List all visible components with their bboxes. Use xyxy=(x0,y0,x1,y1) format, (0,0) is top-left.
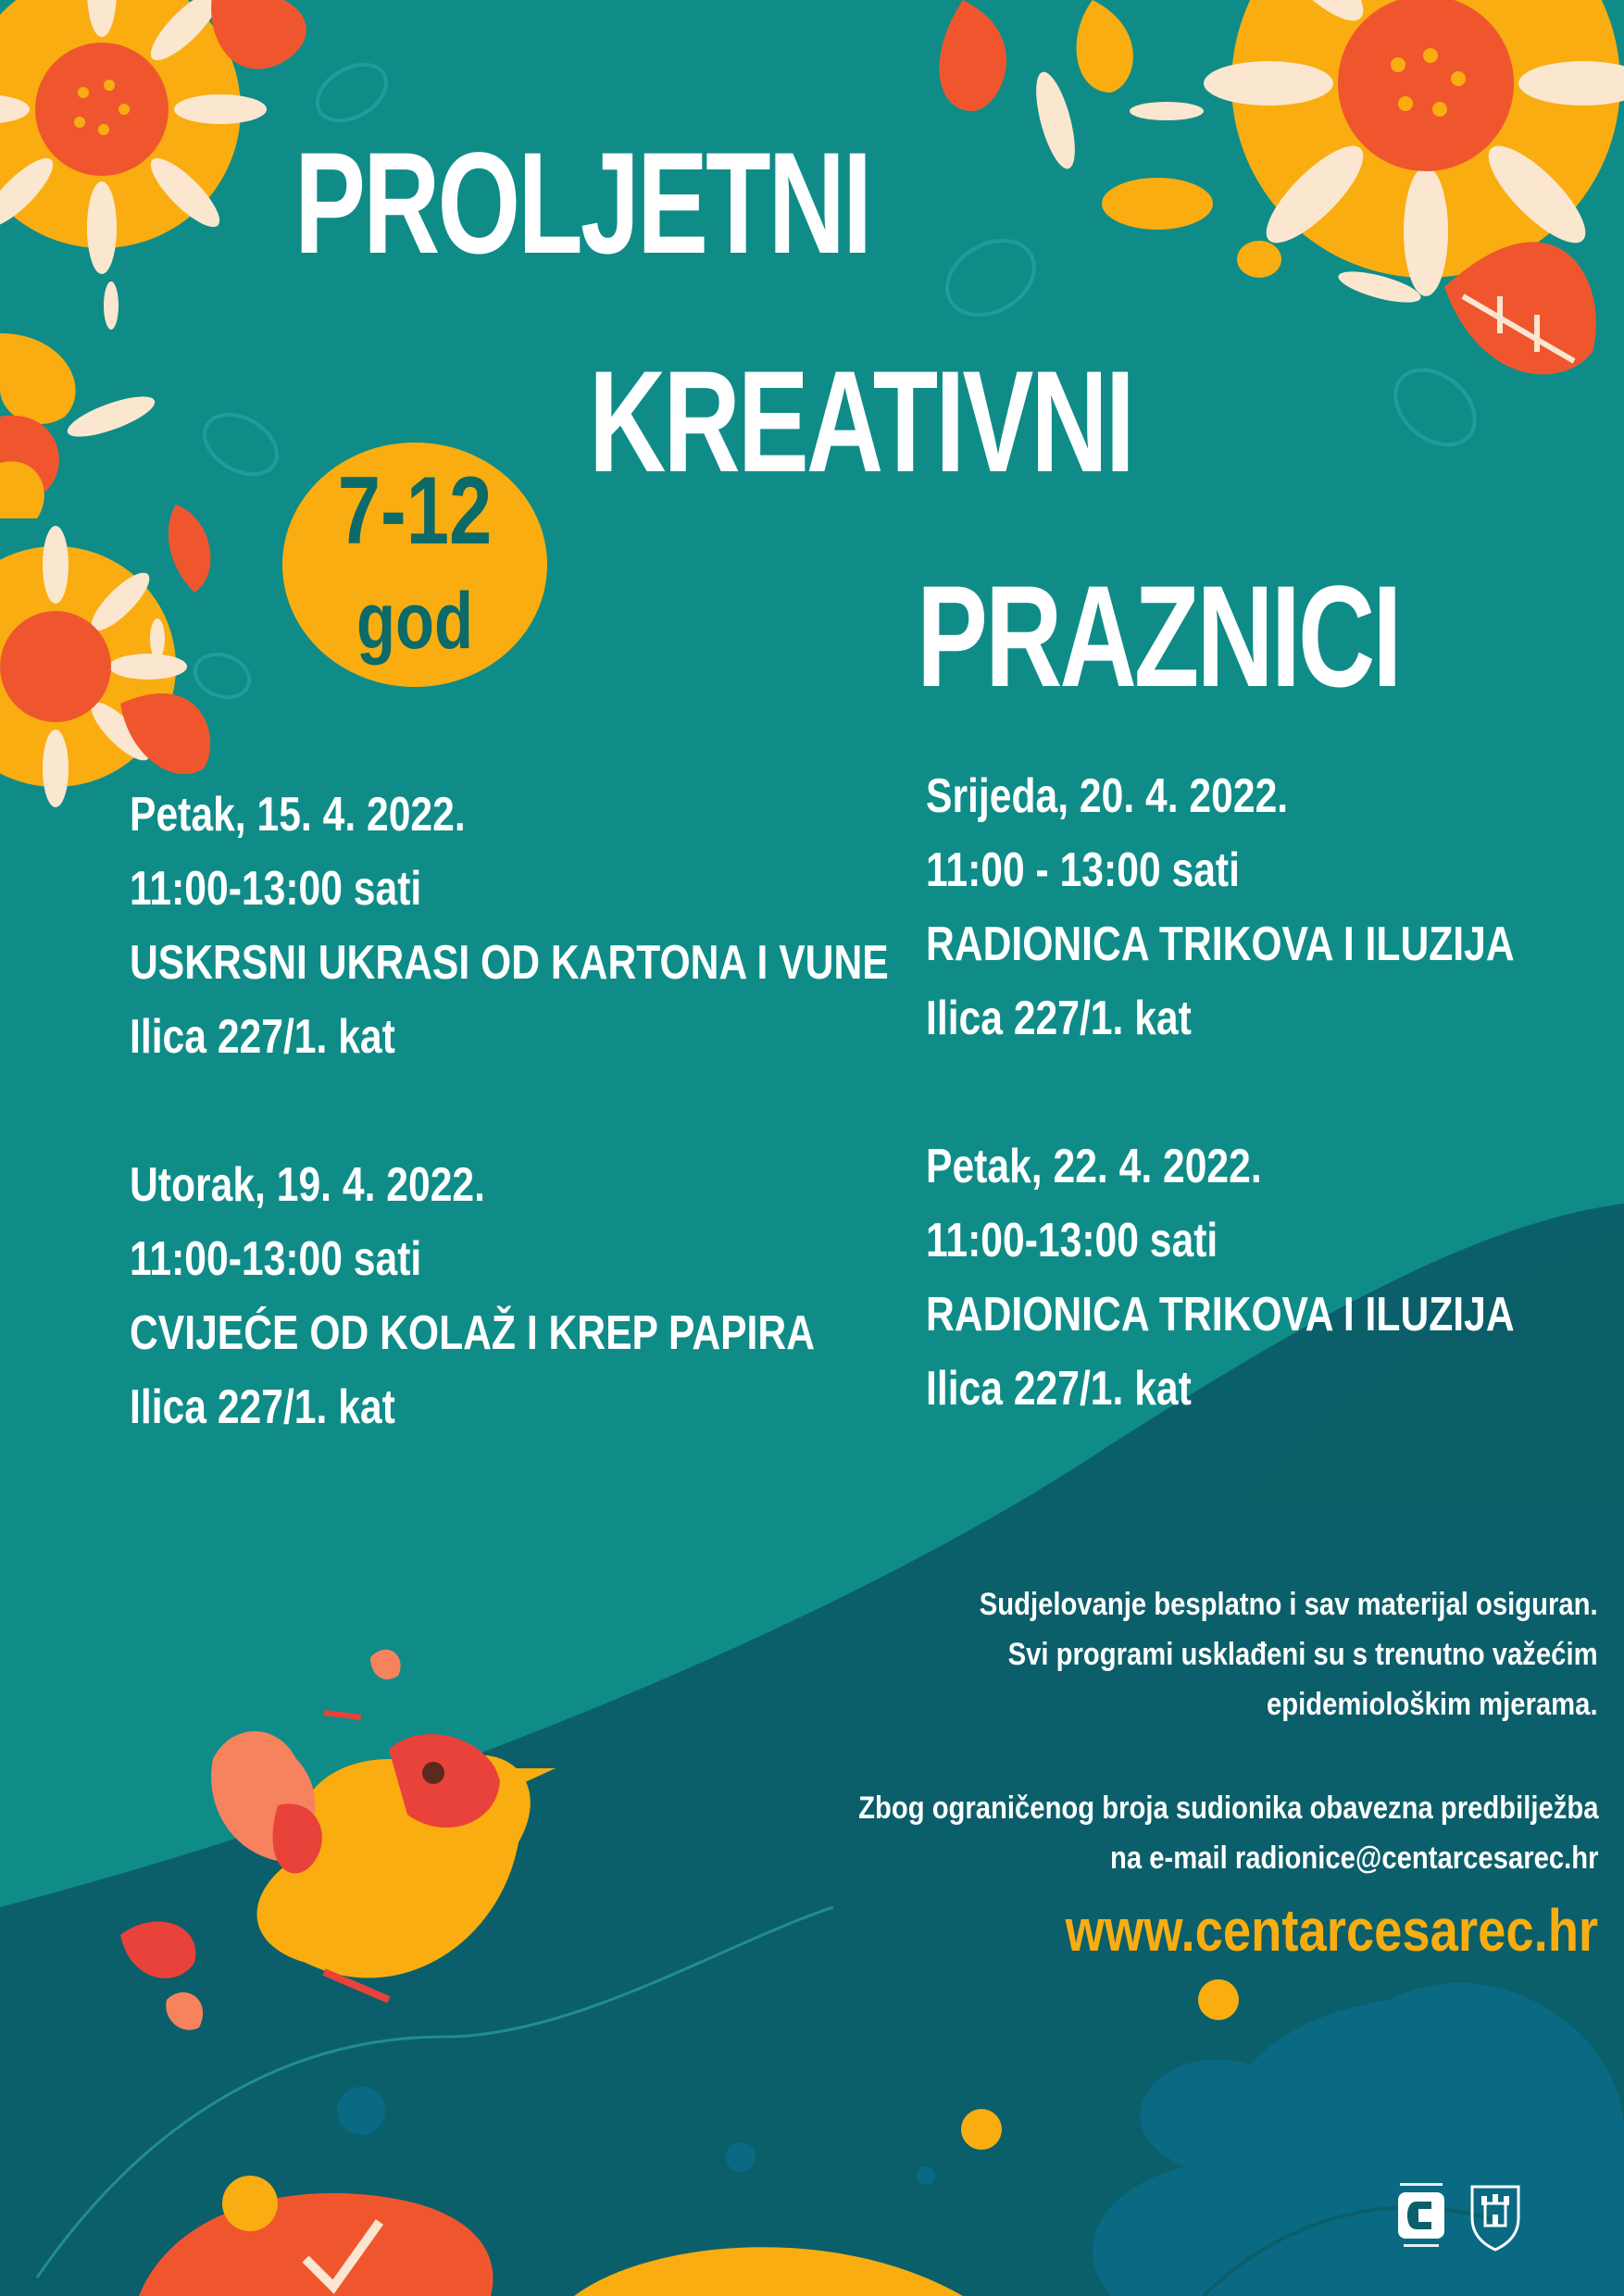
title-line-2: KREATIVNI xyxy=(589,342,1132,503)
event-name: RADIONICA TRIKOVA I ILUZIJA xyxy=(926,917,1515,971)
participation-info xyxy=(980,1579,1598,1729)
info-line: Svi programi usklađeni su s trenutno važećim xyxy=(1008,1637,1598,1672)
event-location: Ilica 227/1. kat xyxy=(130,1380,395,1434)
event-location: Ilica 227/1. kat xyxy=(926,1362,1192,1416)
event-name: CVIJEĆE OD KOLAŽ I KREP PAPIRA xyxy=(130,1306,815,1360)
flower-top-right-icon xyxy=(940,0,1624,374)
event-location: Ilica 227/1. kat xyxy=(926,992,1192,1045)
event-date: Srijeda, 20. 4. 2022. xyxy=(926,769,1289,823)
info-line: Zbog ograničenog broja sudionika obavezna predbilježba xyxy=(857,1791,1598,1826)
age-unit: god xyxy=(356,577,474,666)
age-badge xyxy=(282,443,547,687)
info-line: na e-mail radionice@centarcesarec.hr xyxy=(1109,1841,1598,1876)
event-block xyxy=(926,759,1515,1055)
event-name: RADIONICA TRIKOVA I ILUZIJA xyxy=(926,1288,1515,1341)
event-name: USKRSNI UKRASI OD KARTONA I VUNE xyxy=(130,936,889,990)
event-time: 11:00-13:00 sati xyxy=(130,1232,422,1286)
event-date: Utorak, 19. 4. 2022. xyxy=(130,1158,485,1212)
website-link[interactable]: www.centarcesarec.hr xyxy=(1065,1897,1598,1964)
event-date: Petak, 15. 4. 2022. xyxy=(130,788,466,842)
centar-logo-icon xyxy=(1391,2181,1452,2252)
zagreb-coat-of-arms-icon xyxy=(1467,2181,1524,2252)
event-date: Petak, 22. 4. 2022. xyxy=(926,1140,1262,1193)
event-block xyxy=(130,1148,815,1444)
registration-info xyxy=(858,1783,1598,1883)
event-block xyxy=(926,1129,1515,1426)
event-time: 11:00-13:00 sati xyxy=(926,1214,1218,1267)
event-time: 11:00 - 13:00 sati xyxy=(926,843,1240,897)
event-block xyxy=(130,778,889,1074)
title-line-3: PRAZNICI xyxy=(917,556,1400,718)
info-line: epidemiološkim mjerama. xyxy=(1267,1687,1598,1722)
title-line-1: PROLJETNI xyxy=(294,123,870,284)
age-range: 7-12 xyxy=(337,457,493,565)
info-line: Sudjelovanje besplatno i sav materijal osiguran. xyxy=(980,1587,1598,1622)
event-time: 11:00-13:00 sati xyxy=(130,862,422,916)
flower-left-side-icon xyxy=(0,281,210,807)
event-location: Ilica 227/1. kat xyxy=(130,1010,395,1064)
